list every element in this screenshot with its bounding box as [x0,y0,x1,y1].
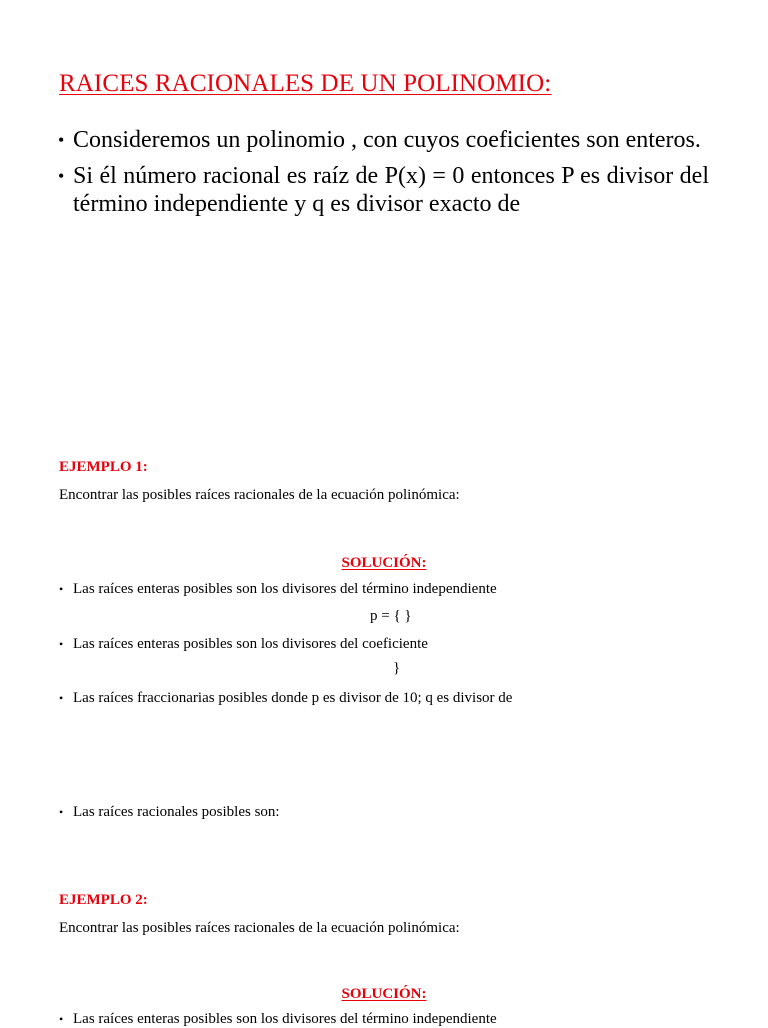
intro-item [58,126,709,154]
example1-item-text: Las raíces fraccionarias posibles donde p es divisor de 10; q es divisor de [73,690,513,706]
example1-q-close: } [393,660,401,676]
example1-statement: Encontrar las posibles raíces racionales de la ecuación polinómica: [59,487,460,503]
example2-solution-text: SOLUCIÓN: [341,986,427,1002]
example1-item-text: Las raíces enteras posibles son los divisores del término independiente [73,581,497,597]
intro-item [58,162,709,218]
example1-item [59,581,497,598]
example2-item-text: Las raíces enteras posibles son los divisores del término independiente [73,1011,497,1027]
example1-solution-text: SOLUCIÓN: [341,555,427,571]
example2-item [59,1011,497,1028]
intro-item-text: Si él número racional es raíz de P(x) = 0 entonces P es divisor del término independiente y q es divisor exacto de [73,163,709,217]
intro-item-text: Consideremos un polinomio , con cuyos coeficientes son enteros. [73,127,701,153]
bullet-icon: • [59,1012,64,1026]
example1-item-text: Las raíces racionales posibles son: [73,804,280,820]
example1-heading: EJEMPLO 1: [59,459,148,475]
example1-item [59,690,512,707]
bullet-icon: • [59,637,64,651]
example1-p-set: p = { } [370,608,412,624]
example2-statement: Encontrar las posibles raíces racionales de la ecuación polinómica: [59,920,460,936]
example1-item-text: Las raíces enteras posibles son los divisores del coeficiente [73,636,428,652]
example2-heading: EJEMPLO 2: [59,892,148,908]
bullet-icon: • [59,691,64,705]
bullet-icon: • [58,130,65,150]
bullet-icon: • [59,805,64,819]
example1-item [59,804,280,821]
example1-solution-label [0,555,768,572]
intro-list [58,126,709,226]
page-title: RAICES RACIONALES DE UN POLINOMIO: [59,70,552,97]
bullet-icon: • [59,582,64,596]
example1-item [59,636,428,653]
bullet-icon: • [58,166,65,186]
example2-solution-label [0,986,768,1003]
